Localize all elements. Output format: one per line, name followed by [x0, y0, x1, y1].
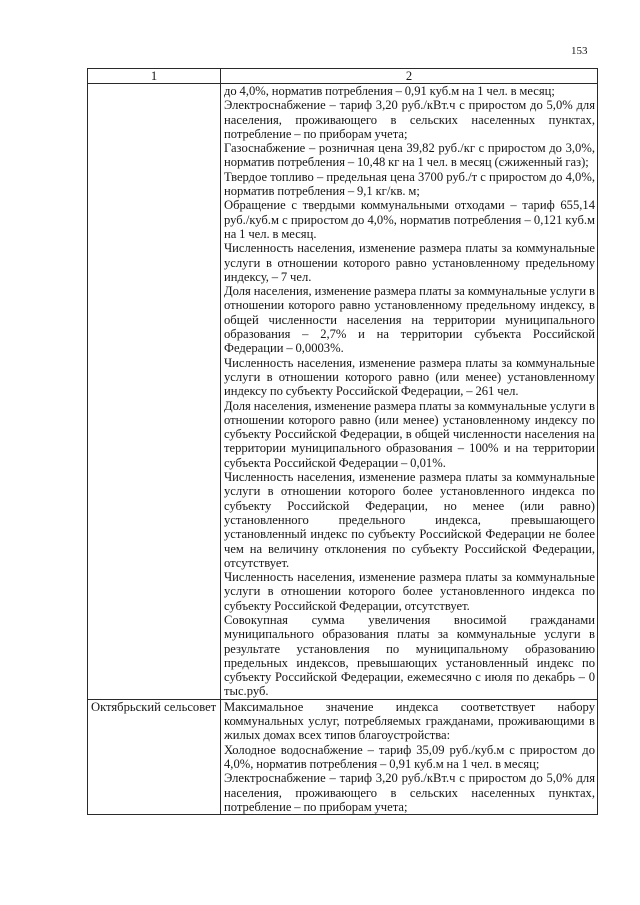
paragraph-population-between-indexes: Численность населения, изменение размера платы за коммунальные услуги в отношении которого более установленного индекса по субъекту Российской Федерации, но менее (или равно) установленного предельного индекса, превышающего установленный индекс по субъекту Российской Федерации не более чем на величину отклонения по субъекту Российской Федерации, отсутствует. [224, 470, 595, 570]
paragraph-population-under-index: Численность населения, изменение размера платы за коммунальные услуги в отношении которого равно (или менее) установленному индексу по субъекту Российской Федерации, – 261 чел. [224, 355, 595, 399]
header-cell-col-2: 2 [221, 69, 598, 84]
page-number: 153 [571, 45, 588, 57]
table-row [88, 84, 598, 700]
paragraph-solid-fuel: Твердое топливо – предельная цена 3700 руб./т с приростом до 4,0%, норматив потребления – 9,1 кг/кв. м; [224, 169, 595, 199]
header-cell-col-1: 1 [88, 69, 221, 84]
document-table [87, 68, 598, 815]
paragraph-population-equal-limit: Численность населения, изменение размера платы за коммунальные услуги в отношении которого равно установленному предельному индексу, – 7 чел. [224, 241, 595, 284]
region-cell [88, 699, 221, 814]
paragraph-max-index: Максимальное значение индекса соответствует набору коммунальных услуг, потребляемых гражданами, проживающими в жилых домах всех типов благоустройства: [224, 699, 595, 743]
table-row [88, 699, 598, 814]
paragraph-share-under-index: Доля населения, изменение размера платы за коммунальные услуги в отношении которого равно (или менее) установленному индексу по субъекту Российской Федерации, в общей численности населения на территории муниципального образования – 100% и на территории субъекта Российской Федерации – 0,01%. [224, 398, 595, 470]
content-cell [221, 699, 598, 814]
paragraph-cold-water: Холодное водоснабжение – тариф 35,09 руб./куб.м с приростом до 4,0%, норматив потребления – 0,91 куб.м на 1 чел. в месяц; [224, 742, 595, 771]
region-name: Октябрьский сельсовет [91, 699, 217, 714]
content-cell [221, 84, 598, 700]
paragraph-gas: Газоснабжение – розничная цена 39,82 руб./кг с приростом до 3,0%, норматив потребления – 10,48 кг на 1 чел. в месяц (сжиженный газ); [224, 141, 595, 170]
region-cell [88, 84, 221, 700]
paragraph-electricity: Электроснабжение – тариф 3,20 руб./кВт.ч с приростом до 5,0% для населения, проживающего в сельских населенных пунктах, потребление – по приборам учета; [224, 771, 595, 814]
table-header-row [88, 69, 598, 84]
paragraph-population-over-index: Численность населения, изменение размера платы за коммунальные услуги в отношении которого более установленного индекса по субъекту Российской Федерации, отсутствует. [224, 570, 595, 613]
paragraph-total-increase: Совокупная сумма увеличения вносимой гражданами муниципального образования платы за коммунальные услуги в результате установления по муниципальному образованию предельных индексов, превышающих установленный индекс по субъекту Российской Федерации, ежемесячно с июля по декабрь – 0 тыс.руб. [224, 612, 595, 699]
paragraph-cold-water-continued: до 4,0%, норматив потребления – 0,91 куб.м на 1 чел. в месяц; [224, 84, 555, 98]
paragraph-share-equal-limit: Доля населения, изменение размера платы за коммунальные услуги в отношении которого равно установленному предельному индексу, в общей численности населения на территории муниципального образования – 2,7% и на территории субъекта Российской Федерации – 0,0003%. [224, 284, 595, 356]
paragraph-electricity: Электроснабжение – тариф 3,20 руб./кВт.ч с приростом до 5,0% для населения, проживающего в сельских населенных пунктах, потребление – по приборам учета; [224, 98, 595, 141]
paragraph-solid-waste: Обращение с твердыми коммунальными отходами – тариф 655,14 руб./куб.м с приростом до 4,0%, норматив потребления – 0,121 куб.м на 1 чел. в месяц. [224, 198, 595, 241]
